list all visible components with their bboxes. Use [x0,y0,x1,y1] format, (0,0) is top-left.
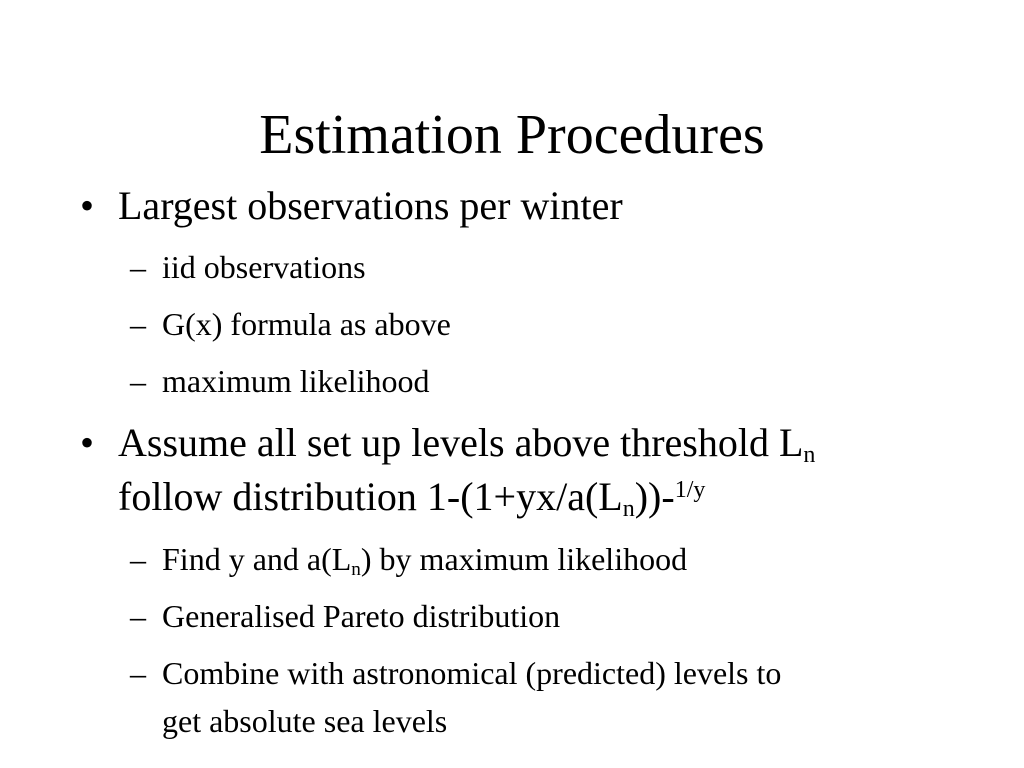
sub-bullet-1-1-text: iid observations [162,249,366,285]
sub-bullet-2-1-post: ) by maximum likelihood [360,541,688,577]
subscript-n: n [622,496,635,522]
dash-marker: – [130,598,146,634]
bullet-marker: • [80,420,95,465]
dash-marker: – [130,363,146,399]
bullet-2-line-2-text: follow distribution 1-(1+yx/a(L [118,474,623,519]
bullet-2-line-1 [118,420,815,466]
subscript-n: n [803,442,816,468]
superscript-exponent: 1/y [674,476,706,503]
dash-marker: – [130,249,146,285]
sub-bullet-1-3-text: maximum likelihood [162,363,430,399]
sub-bullet-2-1-text [162,540,687,578]
bullet-marker: • [80,183,95,228]
sub-bullet-1-2-text: G(x) formula as above [162,306,451,342]
sub-bullet-2-1-pre: Find y and a(L [162,541,352,577]
dash-marker: – [130,306,146,342]
sub-bullet-2-2-text: Generalised Pareto distribution [162,598,561,634]
dash-marker: – [130,655,146,691]
subscript-n: n [351,558,361,580]
slide-title: Estimation Procedures [259,104,765,166]
bullet-1-text: Largest observations per winter [118,183,623,228]
sub-bullet-2-3-line-2: get absolute sea levels [162,703,448,739]
dash-marker: – [130,541,146,577]
sub-bullet-2-3-line-1: Combine with astronomical (predicted) levels to [162,655,782,691]
bullet-2-line-2 [118,474,705,520]
bullet-2-line-2-mid: ))- [634,474,675,519]
bullet-2-line-1-text: Assume all set up levels above threshold L [118,420,804,465]
